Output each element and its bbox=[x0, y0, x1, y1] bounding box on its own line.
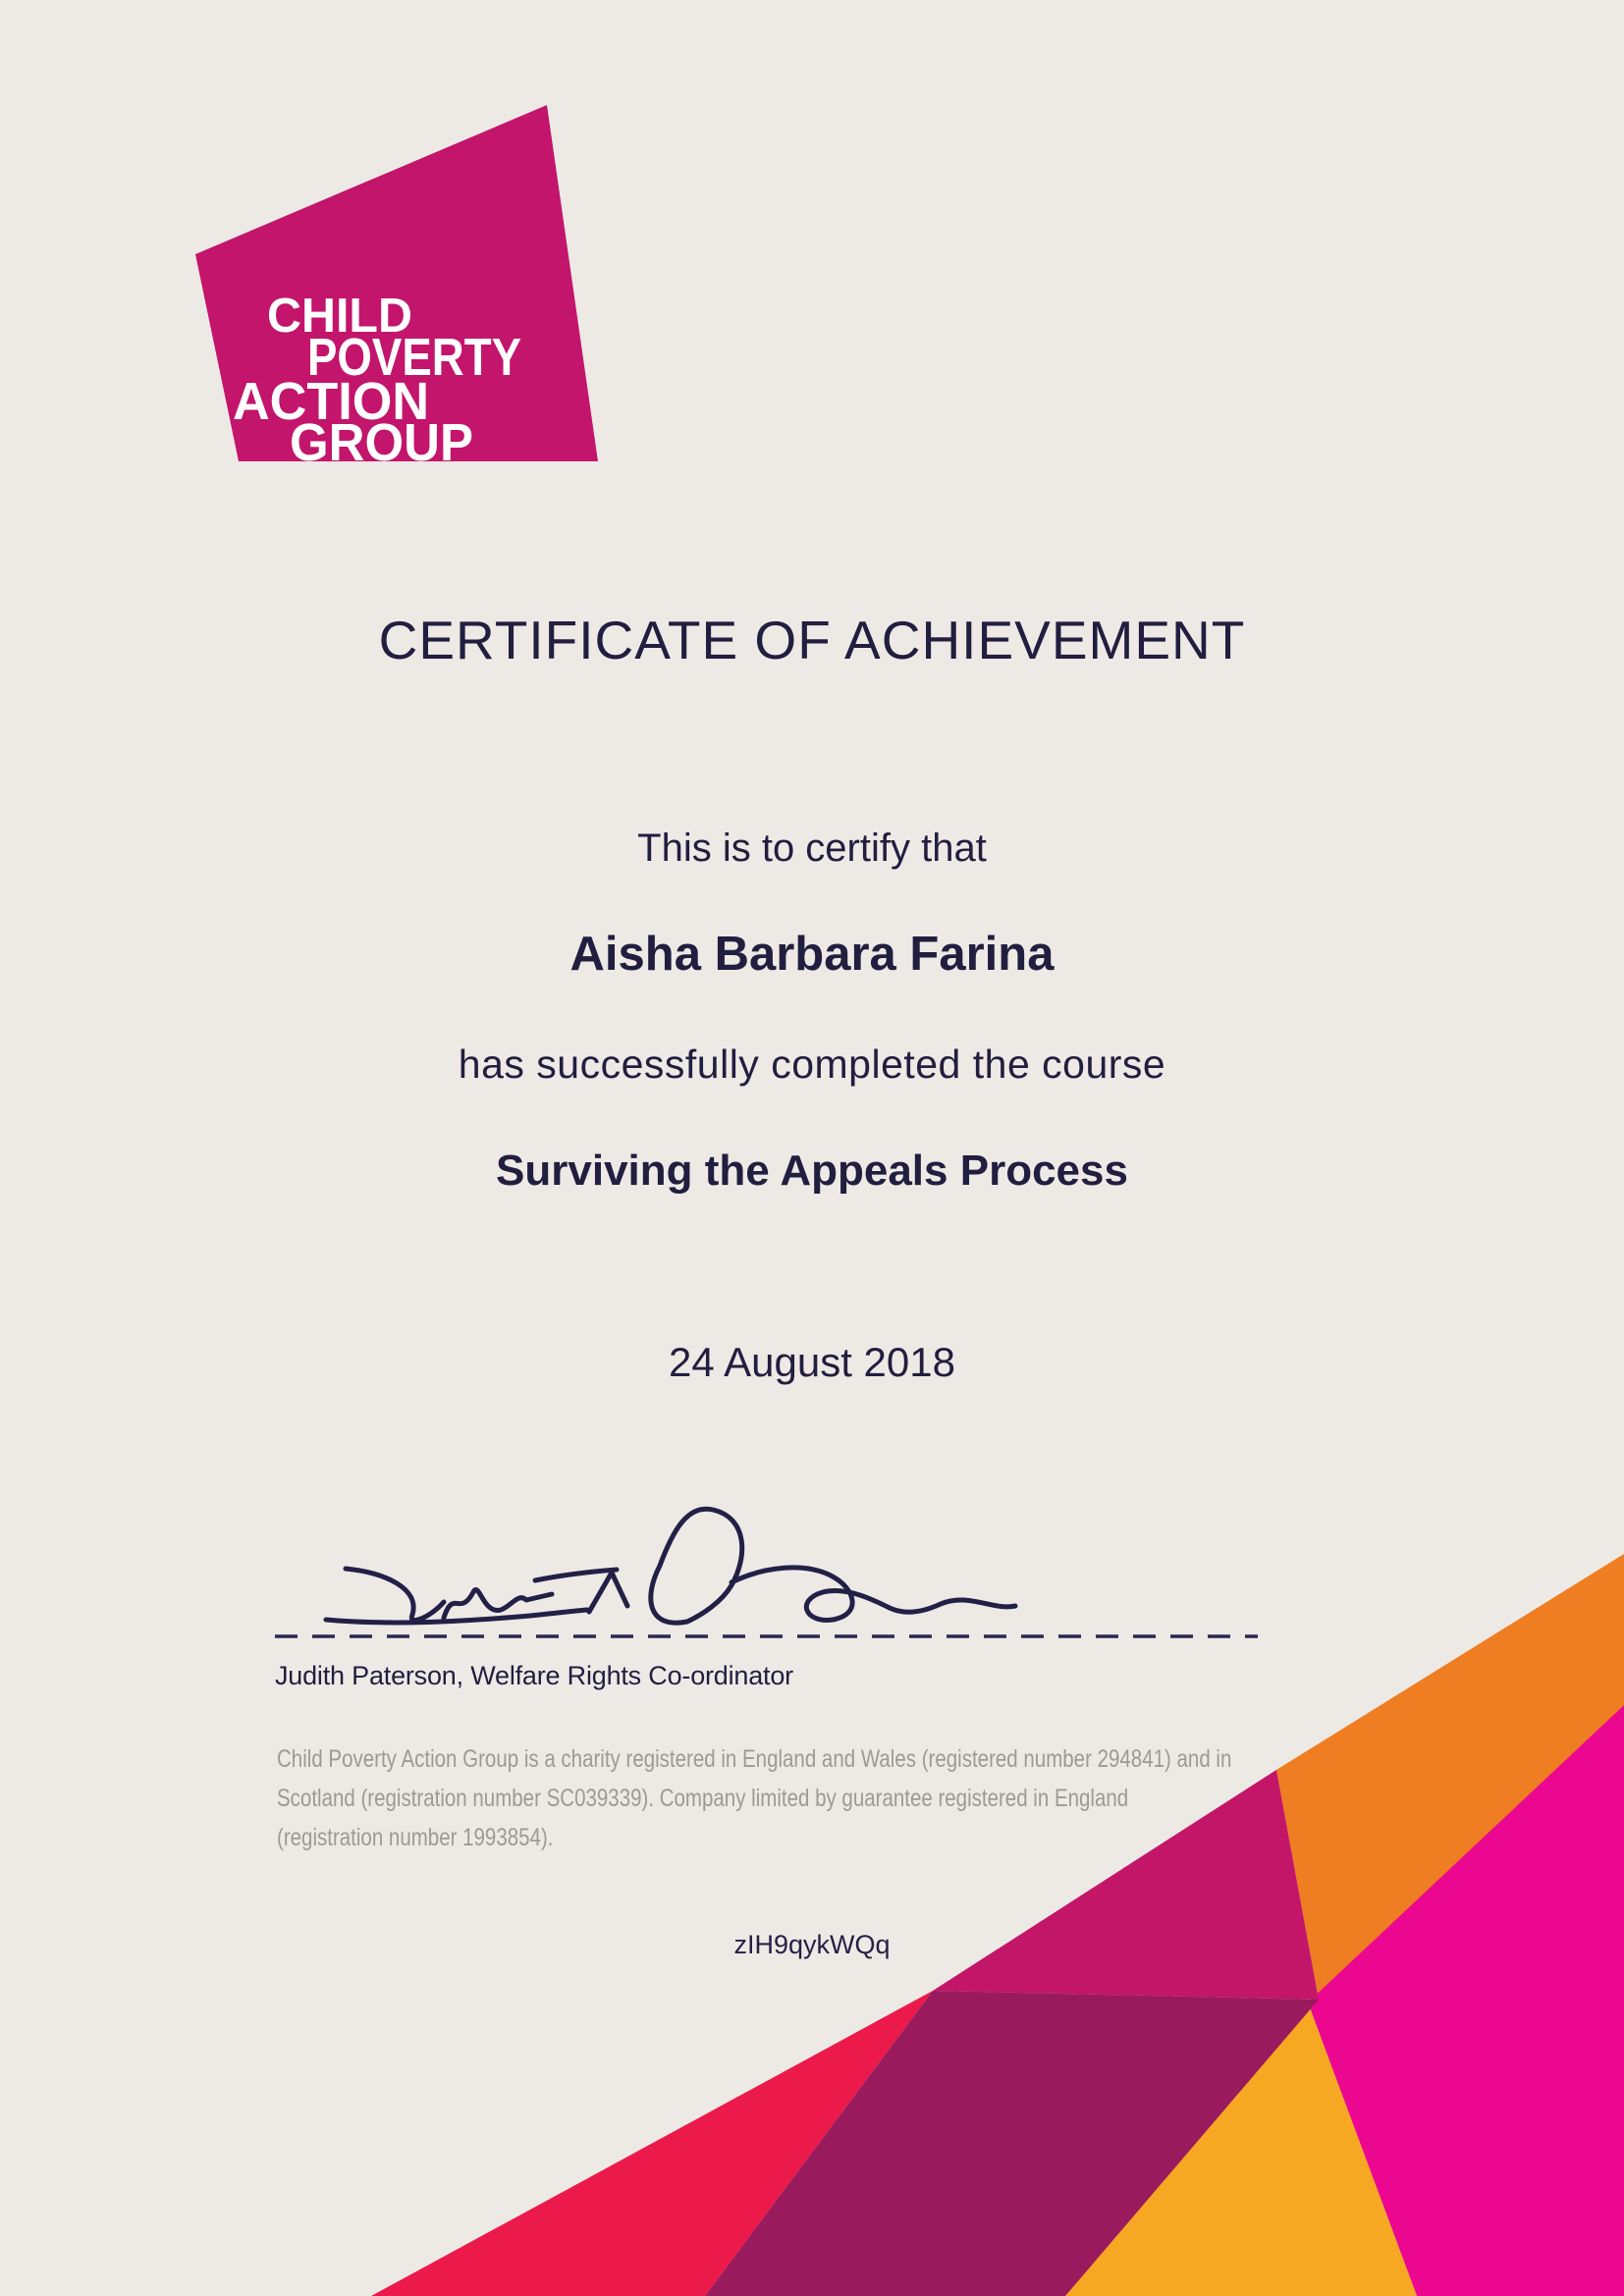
signatory-line: Judith Paterson, Welfare Rights Co-ordinator bbox=[275, 1661, 793, 1690]
logo-word-child: CHILD bbox=[267, 290, 412, 343]
recipient-name: Aisha Barbara Farina bbox=[569, 928, 1055, 981]
cpag-logo bbox=[195, 105, 598, 472]
charity-registration-text bbox=[277, 1739, 1231, 1857]
course-name: Surviving the Appeals Process bbox=[496, 1147, 1128, 1195]
logo-word-group: GROUP bbox=[290, 413, 473, 472]
signature-image bbox=[326, 1509, 1015, 1623]
charity-registration-line2: Scotland (registration number SC039339). Company limited by guarantee registered in England bbox=[277, 1785, 1129, 1812]
logo-word-poverty: POVERTY bbox=[307, 328, 521, 387]
charity-registration-line3: (registration number 1993854). bbox=[277, 1824, 554, 1851]
completion-date: 24 August 2018 bbox=[669, 1339, 955, 1385]
certificate-title: CERTIFICATE OF ACHIEVEMENT bbox=[378, 610, 1246, 670]
certify-line: This is to certify that bbox=[637, 827, 987, 870]
certificate-code: zIH9qykWQq bbox=[733, 1930, 891, 1959]
completion-line: has successfully completed the course bbox=[458, 1041, 1166, 1087]
charity-registration-line1: Child Poverty Action Group is a charity registered in England and Wales (registered number 294841) and in bbox=[277, 1745, 1232, 1773]
logo-word-action: ACTION bbox=[233, 372, 429, 431]
